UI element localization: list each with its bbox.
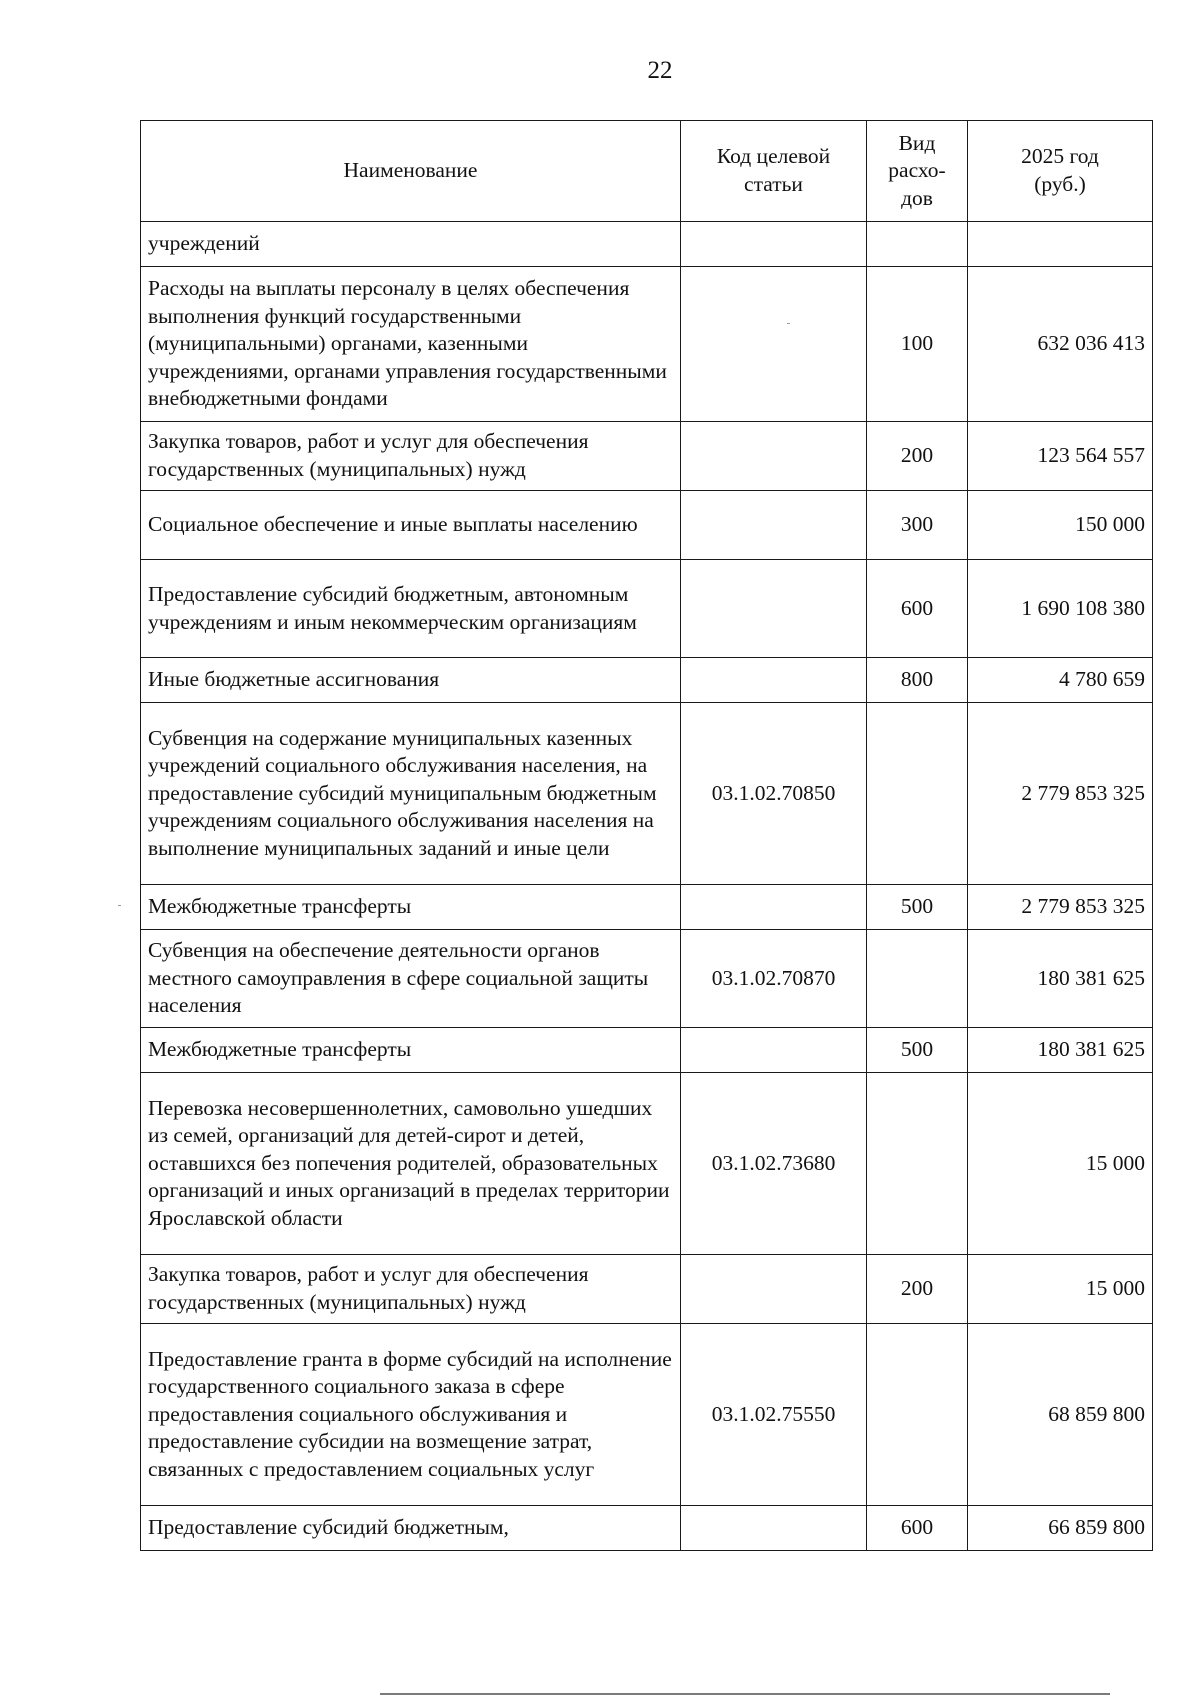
row-code: 03.1.02.70870 <box>681 930 867 1028</box>
row-expense-type: 300 <box>867 491 968 560</box>
row-amount: 2 779 853 325 <box>968 885 1153 930</box>
table-row <box>141 1506 1153 1551</box>
row-code <box>681 658 867 703</box>
row-amount: 180 381 625 <box>968 1028 1153 1073</box>
row-name: Субвенция на обеспечение деятельности органов местного самоуправления в сфере социальной защиты населения <box>141 930 681 1028</box>
row-expense-type: 100 <box>867 267 968 422</box>
row-amount: 15 000 <box>968 1255 1153 1324</box>
table-row <box>141 267 1153 422</box>
row-amount: 66 859 800 <box>968 1506 1153 1551</box>
row-code <box>681 422 867 491</box>
row-name: Предоставление субсидий бюджетным, <box>141 1506 681 1551</box>
row-name: Межбюджетные трансферты <box>141 885 681 930</box>
row-code: 03.1.02.70850 <box>681 703 867 885</box>
row-name: Закупка товаров, работ и услуг для обеспечения государственных (муниципальных) нужд <box>141 422 681 491</box>
table-row <box>141 1073 1153 1255</box>
table-header-row <box>141 121 1153 222</box>
row-code <box>681 885 867 930</box>
row-expense-type: 500 <box>867 885 968 930</box>
row-expense-type <box>867 222 968 267</box>
row-amount: 1 690 108 380 <box>968 560 1153 658</box>
table-row <box>141 560 1153 658</box>
row-amount: 180 381 625 <box>968 930 1153 1028</box>
row-name: Расходы на выплаты персоналу в целях обеспечения выполнения функций государственными (муниципальными) органами, казенными учреждениями, органами управления государственными внебюджетными фондами <box>141 267 681 422</box>
row-name: Предоставление гранта в форме субсидий на исполнение государственного социального заказа в сфере предоставления социального обслуживания и предоставление субсидии на возмещение затрат, связанных с предоставлением социальных услуг <box>141 1324 681 1506</box>
row-code: 03.1.02.73680 <box>681 1073 867 1255</box>
row-code: 03.1.02.75550 <box>681 1324 867 1506</box>
table-row <box>141 1324 1153 1506</box>
table-row <box>141 703 1153 885</box>
row-expense-type <box>867 703 968 885</box>
row-name: Перевозка несовершеннолетних, самовольно ушедших из семей, организаций для детей-сирот и детей, оставшихся без попечения родителей, образовательных организаций и иных организаций в пределах территории Ярославской области <box>141 1073 681 1255</box>
header-code: Код целевой статьи <box>681 121 867 222</box>
row-name: Субвенция на содержание муниципальных казенных учреждений социального обслуживания населения, на предоставление субсидий муниципальным бюджетным учреждениям социального обслуживания населения на выполнение муниципальных заданий и иные цели <box>141 703 681 885</box>
table-row <box>141 422 1153 491</box>
row-name: Закупка товаров, работ и услуг для обеспечения государственных (муниципальных) нужд <box>141 1255 681 1324</box>
row-amount: 2 779 853 325 <box>968 703 1153 885</box>
page-number: 22 <box>647 57 673 84</box>
row-expense-type: 600 <box>867 1506 968 1551</box>
row-expense-type: 600 <box>867 560 968 658</box>
row-name: учреждений <box>141 222 681 267</box>
row-expense-type <box>867 1324 968 1506</box>
table-row <box>141 491 1153 560</box>
table-row <box>141 658 1153 703</box>
table-row <box>141 222 1153 267</box>
table-row <box>141 930 1153 1028</box>
table-row <box>141 1028 1153 1073</box>
row-amount <box>968 222 1153 267</box>
row-name: Иные бюджетные ассигнования <box>141 658 681 703</box>
row-code <box>681 560 867 658</box>
row-code <box>681 222 867 267</box>
row-expense-type <box>867 930 968 1028</box>
table-row <box>141 1255 1153 1324</box>
row-code <box>681 1506 867 1551</box>
row-amount: 4 780 659 <box>968 658 1153 703</box>
row-name: Межбюджетные трансферты <box>141 1028 681 1073</box>
row-name: Предоставление субсидий бюджетным, автономным учреждениям и иным некоммерческим организациям <box>141 560 681 658</box>
budget-table <box>140 120 1153 1551</box>
row-code <box>681 1255 867 1324</box>
scan-speck <box>787 323 790 324</box>
row-amount: 150 000 <box>968 491 1153 560</box>
row-code <box>681 267 867 422</box>
table-row <box>141 885 1153 930</box>
row-expense-type: 800 <box>867 658 968 703</box>
header-expense-type: Вид расхо-дов <box>867 121 968 222</box>
row-expense-type <box>867 1073 968 1255</box>
header-name: Наименование <box>141 121 681 222</box>
row-name: Социальное обеспечение и иные выплаты населению <box>141 491 681 560</box>
row-expense-type: 200 <box>867 1255 968 1324</box>
row-amount: 15 000 <box>968 1073 1153 1255</box>
row-amount: 68 859 800 <box>968 1324 1153 1506</box>
scan-edge-line <box>380 1693 1110 1695</box>
row-expense-type: 500 <box>867 1028 968 1073</box>
header-amount-2025: 2025 год (руб.) <box>968 121 1153 222</box>
row-code <box>681 1028 867 1073</box>
row-amount: 632 036 413 <box>968 267 1153 422</box>
scan-speck <box>118 905 121 906</box>
row-amount: 123 564 557 <box>968 422 1153 491</box>
row-code <box>681 491 867 560</box>
row-expense-type: 200 <box>867 422 968 491</box>
